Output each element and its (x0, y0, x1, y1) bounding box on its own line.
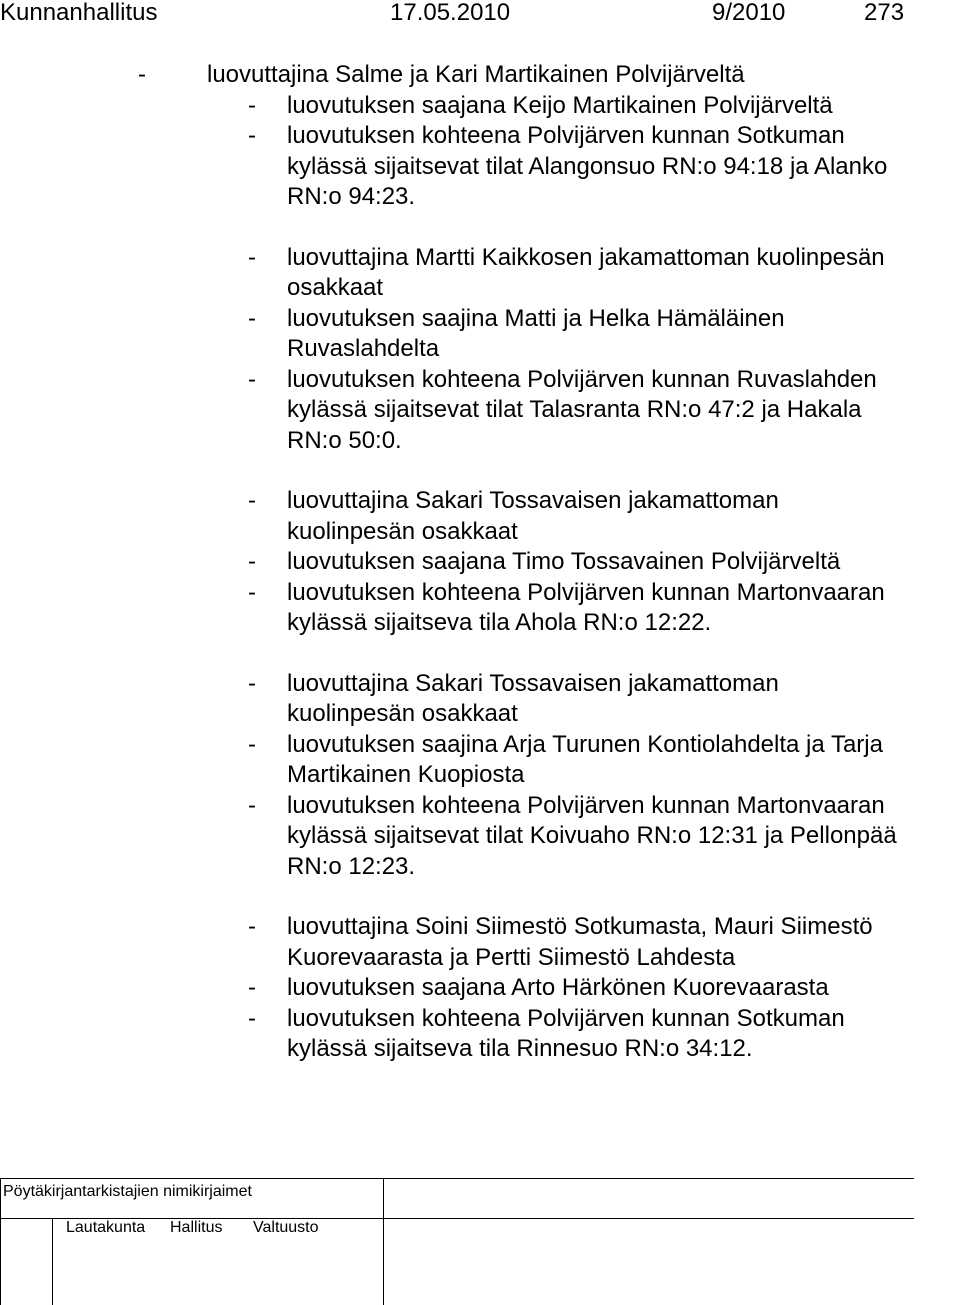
line-text: kuolinpesän osakkaat (287, 517, 518, 545)
line-text: osakkaat (287, 274, 384, 301)
line-text: luovutuksen saajina Matti ja Helka Hämäläinen (287, 304, 785, 332)
line-text: luovutuksen kohteena Polvijärven kunnan Ruvaslahden (287, 365, 877, 393)
signature-divider (0, 1178, 1, 1305)
list-dash: - (248, 730, 256, 758)
list-dash: - (248, 365, 256, 393)
list-dash: - (248, 243, 256, 271)
line-text: kylässä sijaitsevat tilat Alangonsuo RN:o 94:18 ja Alanko (287, 152, 888, 180)
line-text: luovutuksen saajana Timo Tossavainen Polvijärveltä (287, 548, 841, 575)
paragraph-block (0, 243, 960, 457)
page-header (0, 0, 960, 28)
text-line (0, 121, 960, 152)
text-line (0, 760, 960, 791)
text-line (0, 669, 960, 700)
text-line (0, 273, 960, 304)
line-text: luovuttajina Sakari Tossavaisen jakamattoman (287, 487, 779, 514)
list-dash: - (248, 122, 256, 149)
paragraph-block (0, 912, 960, 1065)
text-line (0, 791, 960, 822)
text-line (0, 821, 960, 852)
line-text: RN:o 50:0. (287, 426, 402, 454)
header-date: 17.05.2010 (390, 0, 511, 26)
line-text: kylässä sijaitseva tila Rinnesuo RN:o 34:12. (287, 1035, 753, 1062)
text-line (0, 1034, 960, 1065)
line-text: RN:o 12:23. (287, 852, 416, 880)
text-line (0, 973, 960, 1004)
text-line (0, 243, 960, 274)
list-dash: - (248, 91, 256, 119)
paragraph-block (0, 60, 960, 213)
line-text: luovuttajina Soini Siimestö Sotkumasta, Mauri Siimestö (287, 913, 873, 940)
line-text: kylässä sijaitseva tila Ahola RN:o 12:22. (287, 609, 712, 636)
line-text: Martikainen Kuopiosta (287, 761, 525, 788)
list-dash: - (248, 791, 256, 819)
text-line (0, 304, 960, 335)
line-text: kylässä sijaitsevat tilat Koivuaho RN:o 12:31 ja Pellonpää (287, 822, 897, 849)
text-line (0, 426, 960, 457)
text-line (0, 60, 960, 91)
text-line (0, 943, 960, 974)
line-text: luovutuksen saajina Arja Turunen Kontiolahdelta ja Tarja (287, 730, 883, 758)
text-line (0, 486, 960, 517)
text-line (0, 547, 960, 578)
signature-divider (383, 1178, 384, 1305)
paragraph-block (0, 486, 960, 639)
line-text: Kuorevaarasta ja Pertti Siimestö Lahdesta (287, 943, 736, 971)
signature-label-lautakunta: Lautakunta (66, 1219, 146, 1236)
header-meeting-number: 9/2010 (712, 0, 786, 26)
signature-box-title: Pöytäkirjantarkistajien nimikirjaimet (3, 1183, 252, 1200)
header-page-number: 273 (864, 0, 905, 26)
line-text: luovutuksen kohteena Polvijärven kunnan Sotkuman (287, 122, 845, 149)
list-dash: - (248, 1004, 256, 1032)
text-line (0, 1004, 960, 1035)
text-line (0, 912, 960, 943)
header-organization: Kunnanhallitus (0, 0, 158, 26)
line-text: luovutuksen saajana Arto Härkönen Kuorevaarasta (287, 974, 829, 1001)
line-text: luovutuksen kohteena Polvijärven kunnan Sotkuman (287, 1004, 845, 1032)
list-dash: - (248, 669, 256, 697)
list-dash: - (248, 974, 256, 1001)
text-line (0, 152, 960, 183)
text-line (0, 608, 960, 639)
text-line (0, 730, 960, 761)
list-dash: - (248, 913, 256, 940)
line-text: luovutuksen kohteena Polvijärven kunnan Martonvaaran (287, 791, 885, 819)
text-line (0, 334, 960, 365)
list-dash: - (248, 578, 256, 606)
text-line (0, 182, 960, 213)
line-text: Ruvaslahdelta (287, 335, 440, 362)
paragraph-block (0, 669, 960, 883)
signature-label-valtuusto: Valtuusto (253, 1219, 319, 1236)
list-dash: - (248, 487, 256, 514)
text-line (0, 91, 960, 122)
text-line (0, 852, 960, 883)
line-text: RN:o 94:23. (287, 183, 416, 210)
line-text: kuolinpesän osakkaat (287, 700, 518, 727)
line-text: luovuttajina Martti Kaikkosen jakamattoman kuolinpesän (287, 243, 885, 271)
text-line (0, 365, 960, 396)
line-text: luovutuksen kohteena Polvijärven kunnan Martonvaaran (287, 578, 885, 606)
line-text: kylässä sijaitsevat tilat Talasranta RN:o 47:2 ja Hakala (287, 396, 862, 423)
signature-top-rule (0, 1178, 914, 1179)
text-line (0, 578, 960, 609)
list-dash: - (138, 61, 146, 88)
line-text: luovuttajina Sakari Tossavaisen jakamattoman (287, 669, 779, 697)
line-text: luovuttajina Salme ja Kari Martikainen Polvijärveltä (207, 61, 745, 88)
text-line (0, 395, 960, 426)
list-dash: - (248, 304, 256, 332)
text-line (0, 517, 960, 548)
signature-label-hallitus: Hallitus (170, 1219, 223, 1236)
text-line (0, 699, 960, 730)
list-dash: - (248, 548, 256, 575)
signature-divider (52, 1218, 53, 1305)
line-text: luovutuksen saajana Keijo Martikainen Polvijärveltä (287, 91, 833, 119)
document-body (0, 60, 960, 1095)
